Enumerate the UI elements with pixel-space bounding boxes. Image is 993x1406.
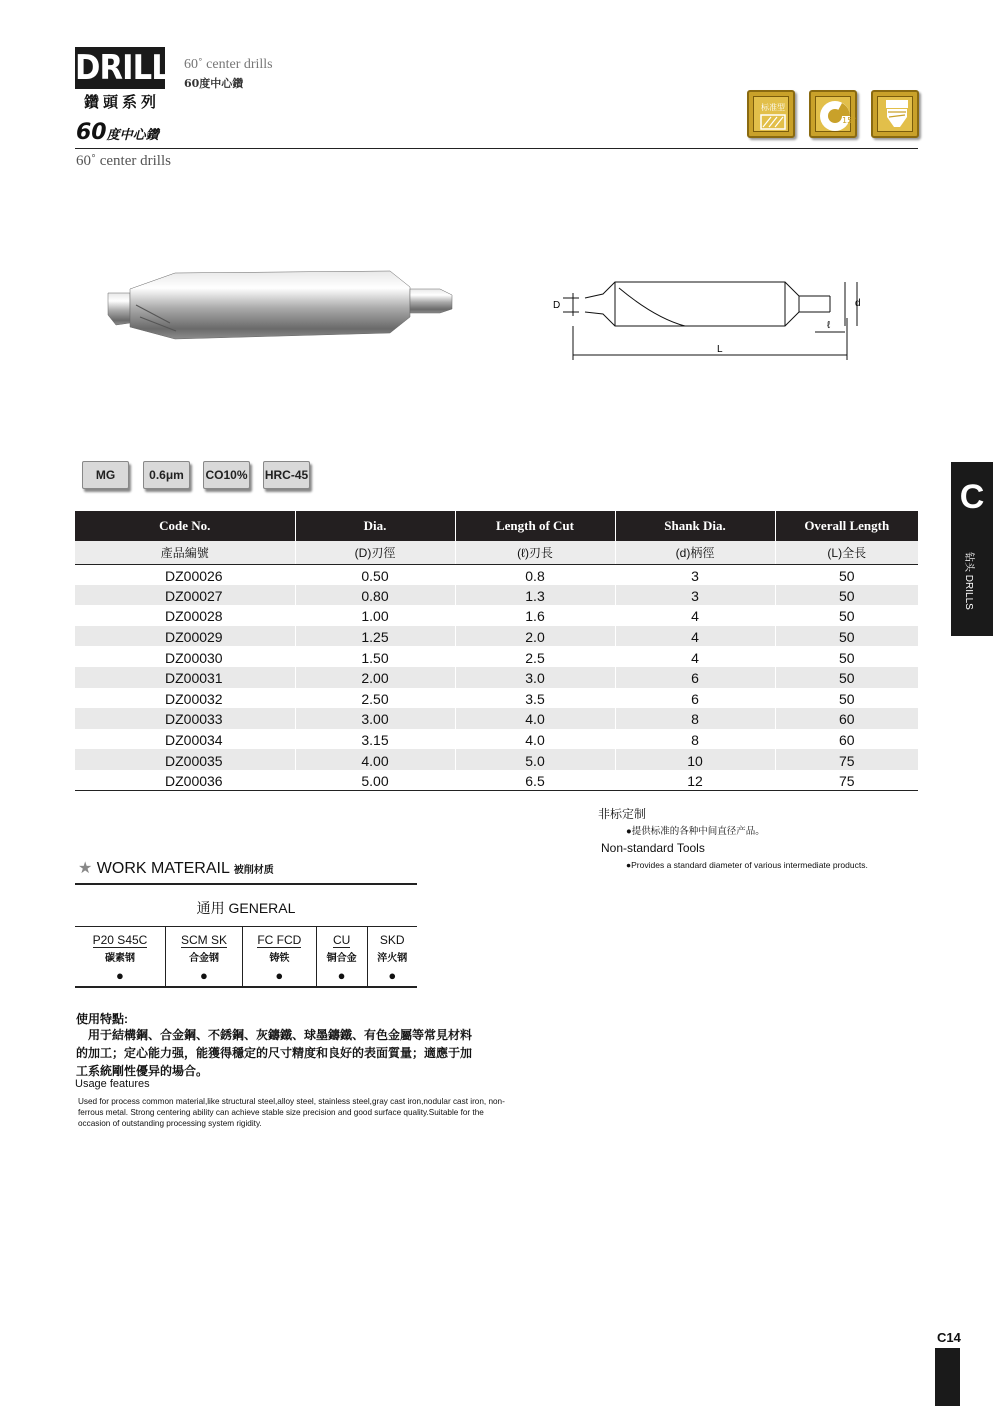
- table-cell: 1.25: [295, 626, 455, 647]
- table-cell: 0.50: [295, 564, 455, 585]
- star-icon: ★: [78, 860, 93, 877]
- table-cell: 50: [775, 585, 918, 606]
- section-subtitle: 60˚ center drills: [76, 153, 171, 169]
- table-cell: DZ00033: [75, 708, 295, 729]
- table-cell: DZ00029: [75, 626, 295, 647]
- usage-title-en: Usage features: [75, 1078, 150, 1090]
- work-material-general: 通用 GENERAL: [196, 900, 296, 916]
- subheader-cell: (L)全長: [775, 541, 918, 564]
- table-cell: DZ00036: [75, 770, 295, 791]
- drill-icon: [878, 97, 916, 135]
- table-subheader-row: [75, 541, 918, 564]
- table-cell: 2.5: [455, 646, 615, 667]
- material-zh-row: [75, 949, 417, 965]
- table-cell: 50: [775, 667, 918, 688]
- chapter-label-en: DRILLS: [963, 574, 974, 610]
- material-zh: 碳素钢: [104, 953, 135, 964]
- badge-angle: 15°: [842, 116, 857, 125]
- work-material-title: [78, 858, 274, 878]
- brand-logo: DRILLS: [75, 48, 191, 88]
- material-zh: 合金钢: [165, 949, 242, 965]
- spec-tag-material: MG: [82, 461, 129, 489]
- table-cell: 12: [615, 770, 775, 791]
- material-en: SCM SK: [180, 932, 227, 947]
- chapter-label: [963, 552, 978, 632]
- table-cell: 5.0: [455, 749, 615, 770]
- material-zh: 铸铁: [242, 949, 316, 965]
- spec-tag-grain: 0.6μm: [143, 461, 190, 489]
- table-cell: 50: [775, 646, 918, 667]
- material-zh: 铜合金: [316, 949, 367, 965]
- spec-tag-hardness: HRC-45: [263, 461, 310, 489]
- table-cell: 60: [775, 729, 918, 750]
- diagram-label-L: L: [717, 344, 723, 355]
- table-cell: 6.5: [455, 770, 615, 791]
- material-mark: ●: [75, 965, 165, 987]
- material-mark: ●: [165, 965, 242, 987]
- non-standard-title-zh: 非标定制: [598, 807, 647, 821]
- col-header-length-cut: Length of Cut: [455, 511, 615, 541]
- table-cell: DZ00032: [165, 690, 223, 707]
- table-cell: 3.00: [295, 708, 455, 729]
- col-header-shank: Shank Dia.: [615, 511, 775, 541]
- table-cell: 10: [615, 749, 775, 770]
- helix-angle-icon: [816, 97, 857, 135]
- material-en: CU: [332, 932, 351, 947]
- section-title-zh: 度中心鑽: [106, 128, 159, 143]
- tool-type-badge: [871, 90, 919, 138]
- series-name-zh: 60度中心鑽: [184, 77, 244, 90]
- table-cell: 4: [615, 605, 775, 626]
- table-cell: 4.00: [295, 749, 455, 770]
- table-cell: 2.00: [295, 667, 455, 688]
- table-row: [75, 585, 918, 606]
- usage-title-zh: 使用特點:: [76, 1012, 128, 1026]
- page-bar: [935, 1348, 960, 1406]
- subheader-cell: 產品編號: [75, 541, 295, 564]
- non-standard-text-en: ●Provides a standard diameter of various intermediate products.: [626, 860, 868, 870]
- subheader-cell: (d)柄徑: [615, 541, 775, 564]
- material-en: FC FCD: [257, 932, 302, 947]
- drill-dimension-diagram: [545, 268, 875, 368]
- table-cell: DZ00035: [75, 749, 295, 770]
- table-cell: 4.0: [455, 708, 615, 729]
- table-cell: DZ00027: [75, 585, 295, 606]
- helix-angle-badge: [809, 90, 857, 138]
- product-photo: [100, 265, 460, 345]
- table-cell: 0.80: [295, 585, 455, 606]
- chapter-label-zh: 钻头: [963, 552, 974, 572]
- table-row: [75, 708, 918, 729]
- material-mark: ●: [242, 965, 316, 987]
- material-mark: ●: [367, 965, 417, 987]
- table-cell: 8: [615, 729, 775, 750]
- table-row: [75, 626, 918, 647]
- table-cell: 6: [615, 667, 775, 688]
- subheader-cell: (ℓ)刃長: [455, 541, 615, 564]
- table-row: [75, 688, 918, 709]
- material-en: SKD: [379, 932, 405, 947]
- table-cell: 50: [775, 564, 918, 585]
- usage-text-en: Used for process common material,like structural steel,alloy steel, stainless steel,gray cast iron,nodular cast iron, non-ferrous metal. Strong centering ability can achieve stable size precision and good surface quality.Suitable for the occasion of outstanding processing system rigidity.: [78, 1097, 505, 1128]
- table-cell: 2.0: [455, 626, 615, 647]
- material-zh: 淬火钢: [367, 949, 417, 965]
- col-header-dia: Dia.: [295, 511, 455, 541]
- diagram-label-l: ℓ: [827, 320, 831, 331]
- chapter-letter: C: [959, 478, 985, 516]
- specification-table: [75, 511, 918, 791]
- table-row: [75, 729, 918, 750]
- material-en: P20 S45C: [92, 932, 148, 947]
- table-cell: 75: [775, 749, 918, 770]
- subheader-cell: (D)刃徑: [295, 541, 455, 564]
- table-cell: 1.00: [295, 605, 455, 626]
- table-cell: DZ00031: [75, 667, 295, 688]
- material-en-row: [75, 927, 417, 949]
- table-cell: 50: [775, 626, 918, 647]
- table-cell: 4: [615, 646, 775, 667]
- non-standard-title-en: Non-standard Tools: [601, 841, 705, 855]
- brand-subtitle: 鑽頭系列: [84, 93, 161, 111]
- material-mark: ●: [316, 965, 367, 987]
- col-header-code: Code No.: [75, 511, 295, 541]
- work-material-table: [75, 926, 417, 988]
- table-row: [75, 564, 918, 585]
- work-material-title-en: WORK MATERAIL: [96, 860, 230, 877]
- section-divider: [75, 148, 918, 149]
- table-cell: 3.5: [455, 688, 615, 709]
- table-cell: 2.50: [295, 688, 455, 709]
- table-cell: 1.3: [455, 585, 615, 606]
- table-cell: 1.6: [455, 605, 615, 626]
- diagram-label-d: d: [855, 298, 861, 309]
- table-cell: 3.15: [295, 729, 455, 750]
- table-cell: 4.0: [455, 729, 615, 750]
- table-row: [75, 605, 918, 626]
- chapter-tab: [951, 462, 993, 636]
- table-cell: 1.50: [295, 646, 455, 667]
- page-number: C14: [937, 1330, 961, 1345]
- standard-type-icon: [754, 97, 792, 135]
- table-cell: 3: [615, 564, 775, 585]
- table-cell: 8: [615, 708, 775, 729]
- table-row: [75, 667, 918, 688]
- spec-tag-cobalt: CO10%: [203, 461, 250, 489]
- table-row: [75, 770, 918, 791]
- table-header-row: [75, 511, 918, 541]
- table-cell: 75: [775, 770, 918, 791]
- table-cell: DZ00026: [165, 567, 223, 584]
- table-cell: DZ00030: [165, 649, 223, 666]
- table-cell: 5.00: [295, 770, 455, 791]
- table-body: [75, 564, 918, 791]
- work-material-title-zh: 被削材质: [233, 865, 274, 876]
- table-cell: 3: [615, 585, 775, 606]
- section-title-num: 60: [76, 120, 107, 145]
- table-cell: 0.8: [455, 564, 615, 585]
- series-name-en: 60˚ center drills: [184, 57, 273, 72]
- table-cell: 50: [775, 688, 918, 709]
- table-cell: 3.0: [455, 667, 615, 688]
- standard-type-badge: [747, 90, 795, 138]
- work-material-divider: [75, 883, 417, 885]
- table-row: [75, 646, 918, 667]
- table-cell: 6: [615, 688, 775, 709]
- material-mark-row: [75, 965, 417, 987]
- non-standard-text-zh: ●提供标准的各种中间直径产品。: [626, 826, 765, 837]
- table-cell: 60: [775, 708, 918, 729]
- table-cell: 4: [615, 626, 775, 647]
- diagram-label-D: D: [553, 300, 561, 311]
- badge-label: 标准型: [761, 103, 785, 112]
- col-header-overall: Overall Length: [775, 511, 918, 541]
- table-row: [75, 749, 918, 770]
- section-title: [76, 120, 159, 145]
- table-cell: 50: [775, 605, 918, 626]
- table-cell: DZ00034: [165, 732, 223, 749]
- table-cell: DZ00028: [165, 608, 223, 625]
- usage-text-zh: 用于結構鋼、合金鋼、不銹鋼、灰鑄鐵、球墨鑄鐵、有色金屬等常見材料的加工；定心能力强，能獲得穩定的尺寸精度和良好的表面質量；適應于加工系統剛性優异的場合。: [76, 1028, 473, 1078]
